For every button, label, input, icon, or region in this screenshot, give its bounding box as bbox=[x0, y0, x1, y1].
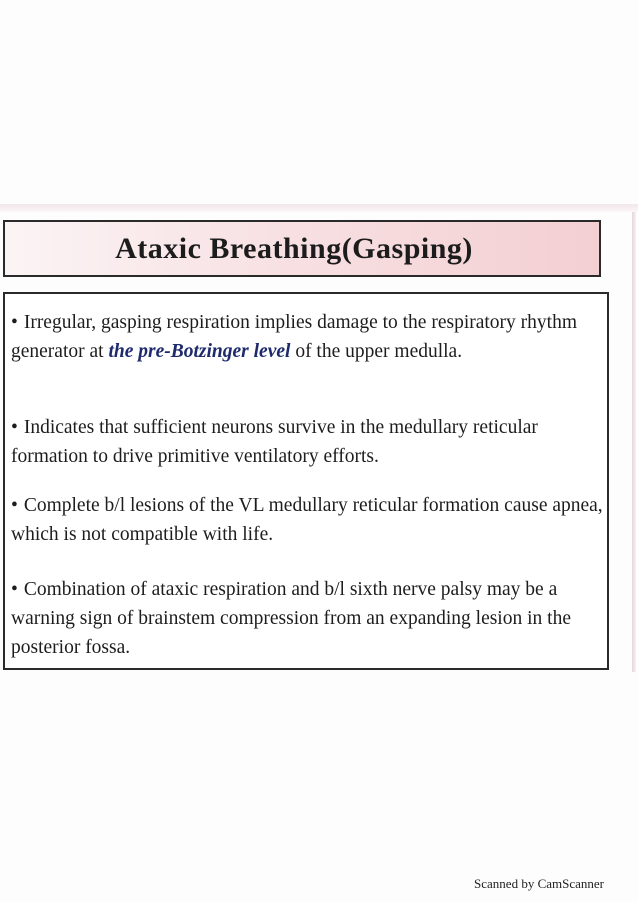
bullet-item bbox=[11, 491, 603, 549]
bullet-text-after: of the upper medulla. bbox=[290, 341, 463, 362]
bullet-text-before: Irregular, gasping respiration implies damage to the respiratory rhythm generator at bbox=[11, 312, 578, 362]
scanner-watermark: Scanned by CamScanner bbox=[474, 876, 604, 891]
bullet-marker: • bbox=[11, 417, 18, 438]
bullet-emphasis: the pre-Botzinger level bbox=[108, 341, 291, 362]
bullet-text: Complete b/l lesions of the VL medullary reticular formation cause apnea, which is not compatible with life. bbox=[11, 495, 603, 545]
slide-right-edge bbox=[632, 212, 636, 672]
bullet-marker: • bbox=[11, 579, 18, 600]
bullet-marker: • bbox=[11, 495, 18, 516]
slide-top-edge bbox=[0, 204, 638, 212]
content-panel bbox=[3, 292, 609, 670]
page-title: Ataxic Breathing(Gasping) bbox=[115, 231, 473, 265]
bullet-text: Combination of ataxic respiration and b/l sixth nerve palsy may be a warning sign of brainstem compression from an expanding lesion in the posterior fossa. bbox=[11, 579, 571, 658]
title-banner bbox=[3, 220, 601, 277]
bullet-item bbox=[11, 413, 603, 471]
bullet-text: Indicates that sufficient neurons survive in the medullary reticular formation to drive primitive ventilatory efforts. bbox=[11, 417, 538, 467]
bullet-item bbox=[11, 308, 603, 366]
bullet-item bbox=[11, 575, 603, 662]
bullet-marker: • bbox=[11, 312, 18, 333]
